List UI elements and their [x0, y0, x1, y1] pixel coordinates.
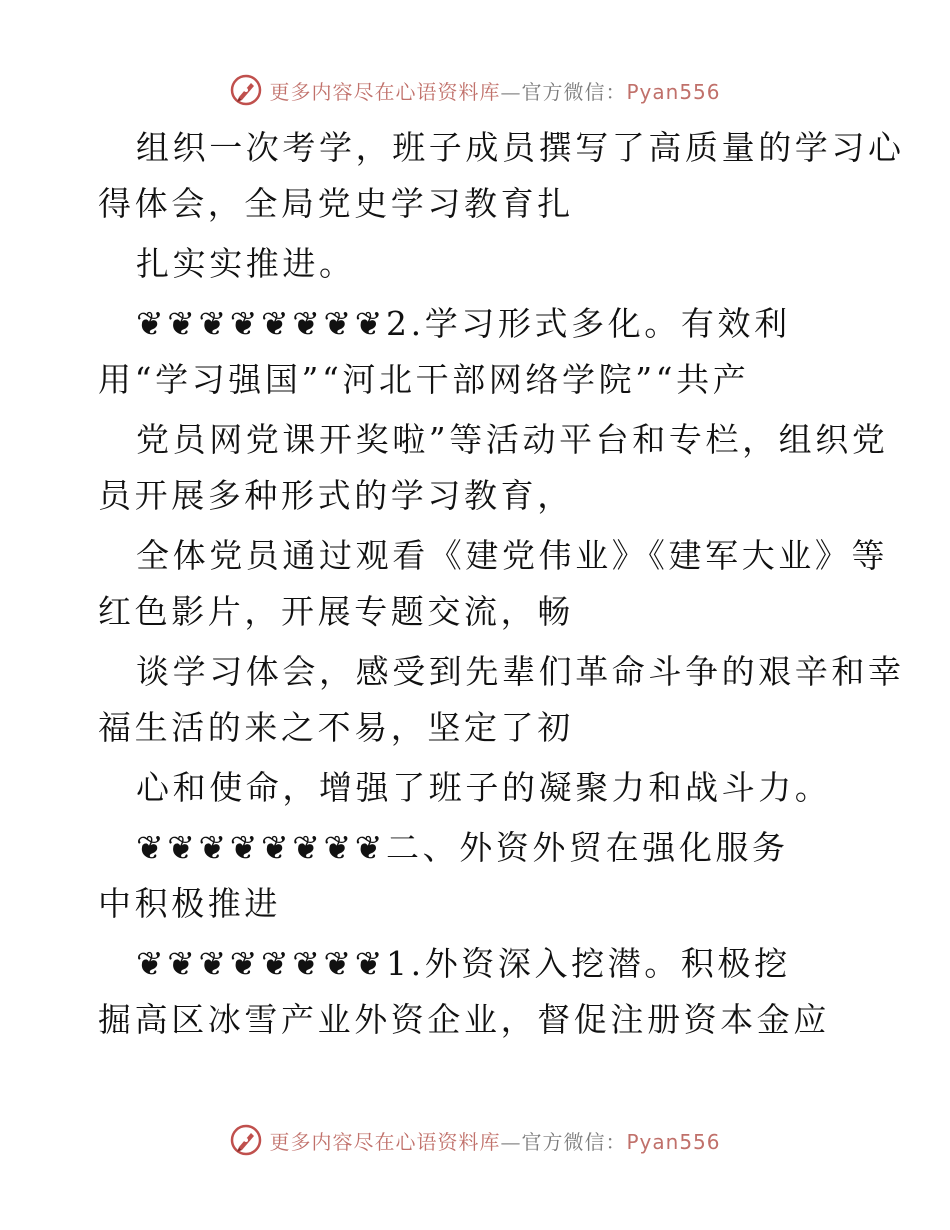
footer-wechat-label: 官方微信：	[521, 1129, 627, 1154]
body-line-4	[136, 304, 791, 344]
body-line-11: 福生活的来之不易，坚定了初	[98, 708, 574, 747]
footer-separator: —	[500, 1129, 522, 1154]
body-line-5: 用“学习强国”“河北干部网络学院”“共产	[98, 360, 750, 399]
header-text	[269, 76, 720, 105]
body-line-14: 中积极推进	[98, 884, 281, 923]
footer-wechat-id: Pyan556	[626, 1129, 721, 1154]
body-line-1: 组织一次考学，班子成员撰写了高质量的学习心	[136, 128, 905, 167]
fleuron-ornament-icon: ❦❦❦❦❦❦❦❦	[136, 304, 387, 343]
body-line-4-text: 2.学习形式多化。有效利	[386, 304, 791, 343]
header-wechat-id: Pyan556	[626, 79, 721, 104]
body-line-12: 心和使命，增强了班子的凝聚力和战斗力。	[136, 768, 832, 807]
header-banner	[0, 70, 950, 110]
body-line-15-text: 1.外资深入挖潜。积极挖	[386, 944, 791, 983]
header-wechat-label: 官方微信：	[521, 79, 627, 104]
body-line-8: 全体党员通过观看《建党伟业》《建军大业》等	[136, 536, 889, 575]
body-line-13	[136, 828, 789, 868]
body-line-2: 得体会，全局党史学习教育扎	[98, 184, 574, 223]
pen-logo-icon	[229, 1123, 263, 1157]
body-line-9: 红色影片，开展专题交流，畅	[98, 592, 574, 631]
body-line-7: 员开展多种形式的学习教育，	[98, 476, 574, 515]
pen-logo-icon	[229, 73, 263, 107]
body-line-6: 党员网党课开奖啦”等活动平台和专栏，组织党	[136, 420, 889, 459]
footer-banner	[0, 1120, 950, 1160]
header-separator: —	[500, 79, 522, 104]
fleuron-ornament-icon: ❦❦❦❦❦❦❦❦	[136, 944, 387, 983]
footer-text	[269, 1126, 720, 1155]
body-line-13-text: 二、外资外贸在强化服务	[386, 828, 789, 867]
body-line-3: 扎实实推进。	[136, 244, 356, 283]
footer-site-text: 更多内容尽在心语资料库	[269, 1129, 501, 1154]
body-line-10: 谈学习体会，感受到先辈们革命斗争的艰辛和幸	[136, 652, 905, 691]
fleuron-ornament-icon: ❦❦❦❦❦❦❦❦	[136, 828, 387, 867]
body-line-15	[136, 944, 791, 984]
header-site-text: 更多内容尽在心语资料库	[269, 79, 501, 104]
body-line-16: 掘高区冰雪产业外资企业，督促注册资本金应	[98, 1000, 830, 1039]
